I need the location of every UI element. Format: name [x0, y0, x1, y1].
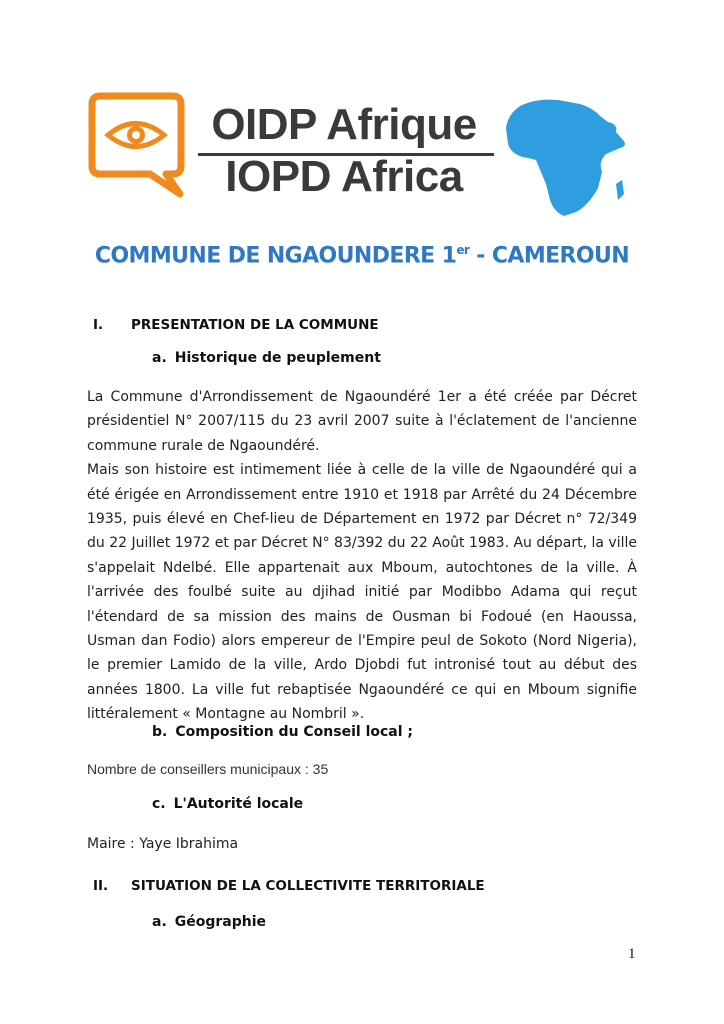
subsection-number: a. — [152, 350, 167, 366]
section-label: SITUATION DE LA COLLECTIVITE TERRITORIALE — [131, 878, 485, 894]
history-text-2: Mais son histoire est intimement liée à celle de la ville de Ngaoundéré qui a été érigée en Arrondissement entre 1910 et 1918 par Arrêté du 24 Décembre 1935, puis élevé en Chef-lieu de Département en 1972 par Décret n° 72/349 du 22 Juillet 1972 et par Décret N° 83/392 du 22 Août 1983. Au départ, la ville s'appelait Ndelbé. Elle appartenait aux Mboum, autochtones de la ville. À l'arrivée des foulbé suite au djihad initié par Modibbo Adama qui reçut l'étendard de sa mission des mains de Ousman bi Fodoué (en Haoussa, Usman dan Fodio) alors empereur de l'Empire peul de Sokoto (Nord Nigeria), le premier Lamido de la ville, Ardo Djobdi fut intronisé tout au début des années 1800. La ville fut rebaptisée Ngaoundéré ce qui en Mboum signifie littéralement « Montagne au Nombril ». — [87, 462, 637, 723]
page-number: 1 — [628, 946, 636, 962]
subsection-label: Composition du Conseil local ; — [175, 724, 414, 740]
title-main: COMMUNE DE NGAOUNDERE 1 — [94, 243, 457, 269]
logo-text-line2: IOPD Africa — [225, 152, 463, 201]
subsection-number: a. — [152, 914, 167, 930]
subsection-heading-council — [152, 724, 413, 740]
section-number: I. — [93, 317, 104, 333]
subsection-heading-geography — [152, 914, 266, 930]
mayor-line: Maire : Yaye Ibrahima — [87, 836, 239, 852]
subsection-heading-history — [152, 350, 381, 366]
subsection-label: Géographie — [174, 914, 267, 930]
logo-text-line1: OIDP Afrique — [211, 100, 477, 149]
history-paragraph — [87, 385, 637, 727]
title-superscript: er — [456, 243, 470, 257]
subsection-heading-authority — [152, 796, 303, 812]
subsection-label: L'Autorité locale — [173, 796, 304, 812]
subsection-number: b. — [152, 724, 168, 740]
title-tail: - CAMEROUN — [469, 243, 630, 269]
section-number: II. — [93, 878, 109, 894]
logo — [88, 88, 633, 223]
africa-map-icon — [506, 100, 625, 216]
history-text-1: La Commune d'Arrondissement de Ngaoundéré 1er a été créée par Décret présidentiel N° 2007/115 du 23 avril 2007 suite à l'éclatement de l'ancienne commune rurale de Ngaoundéré. — [87, 389, 637, 454]
section-label: PRESENTATION DE LA COMMUNE — [131, 317, 379, 333]
subsection-number: c. — [152, 796, 166, 812]
council-count: Nombre de conseillers municipaux : 35 — [87, 761, 329, 777]
subsection-label: Historique de peuplement — [174, 350, 381, 366]
document-title — [0, 243, 724, 268]
